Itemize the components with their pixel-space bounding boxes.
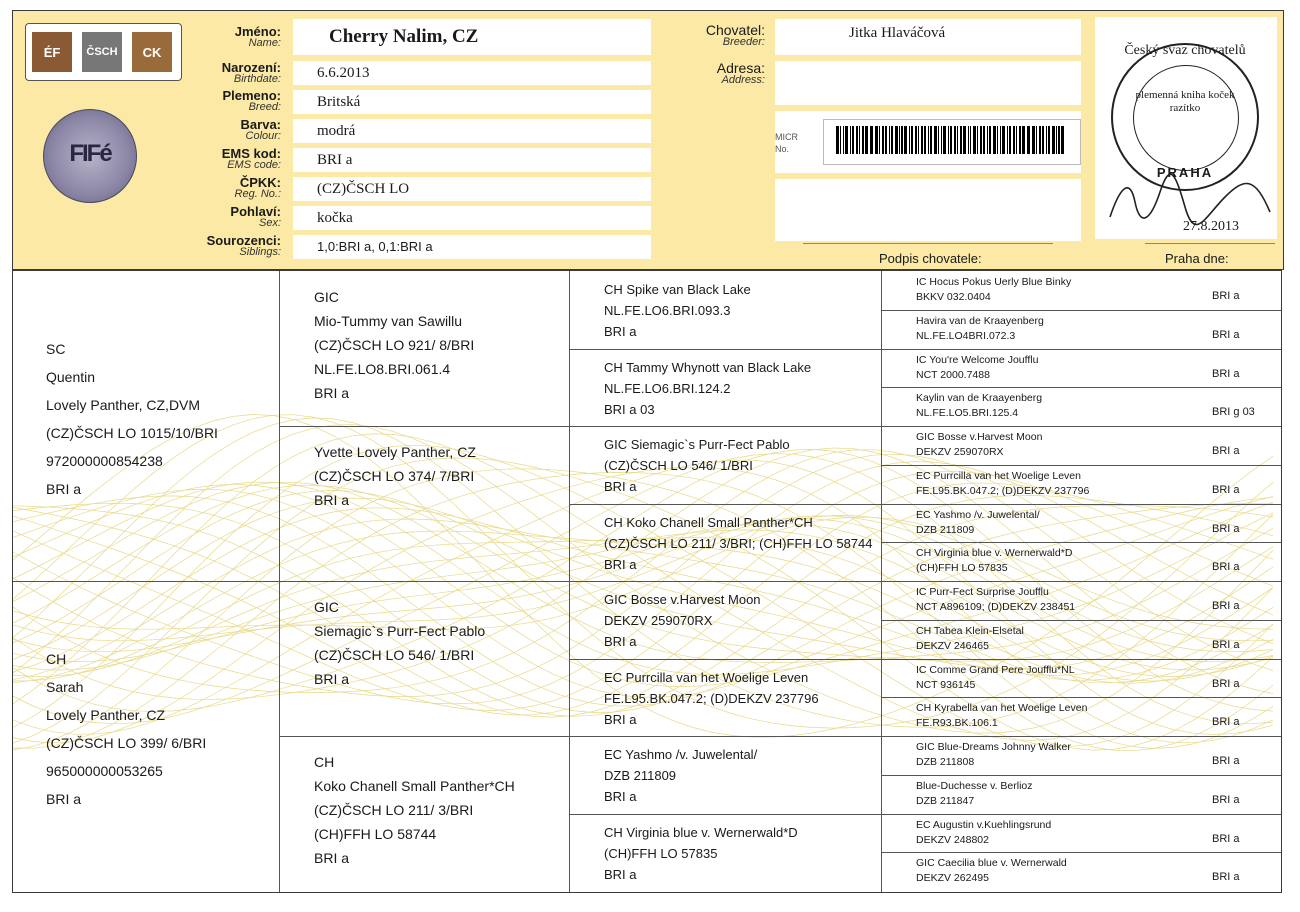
- barcode-bar: [973, 126, 976, 154]
- ancestor-line: CH: [314, 754, 335, 770]
- pedigree-cell-gen4: [916, 701, 1276, 731]
- label-cz: EMS kod:: [221, 146, 281, 161]
- ancestor-ems: BRI g 03: [1212, 406, 1255, 419]
- label-en: Breed:: [248, 101, 281, 113]
- label-regno: [191, 176, 281, 200]
- barcode-bar: [1032, 126, 1035, 154]
- barcode-bar: [891, 126, 893, 154]
- barcode-bar: [1019, 126, 1021, 154]
- ancestor-line: Quentin: [46, 369, 96, 385]
- federation-logos: [25, 23, 182, 81]
- pedigree-cell-gen3: [604, 744, 876, 807]
- ancestor-line: GIC Siemagic`s Purr-Fect Pablo: [604, 437, 790, 452]
- field-siblings: 1,0:BRI a, 0,1:BRI a: [293, 235, 651, 259]
- ancestor-line: BRI a: [314, 492, 350, 508]
- ancestor-ems: BRI a: [1212, 638, 1240, 651]
- ancestor-line: (CZ)ČSCH LO 211/ 3/BRI: [314, 802, 474, 818]
- fife-hologram-seal: [43, 109, 137, 203]
- label-cz: Chovatel:: [705, 22, 765, 38]
- praha-label: Praha dne:: [1165, 251, 1229, 266]
- stamp-city: PRAHA: [1156, 165, 1214, 180]
- row-divider: [881, 310, 1281, 311]
- pedigree-grid: [12, 270, 1282, 893]
- ancestor-ems: BRI a: [1212, 832, 1240, 845]
- pedigree-cell-gen4: [916, 585, 1276, 615]
- row-divider: [881, 620, 1281, 621]
- barcode-bar: [1048, 126, 1050, 154]
- barcode-bar: [870, 126, 871, 154]
- barcode-bar: [895, 126, 898, 154]
- ancestor-ems: BRI a: [1212, 677, 1240, 690]
- row-divider: [279, 736, 569, 737]
- signature-scribble: [1105, 167, 1275, 227]
- ancestor-name: IC You're Welcome Joufflu: [916, 353, 1039, 366]
- ancestor-reg: NL.FE.LO5.BRI.125.4: [916, 407, 1019, 420]
- barcode-bar: [1039, 126, 1041, 154]
- label-cz: Pohlaví:: [230, 204, 281, 219]
- pedigree-cell-gen2: [314, 440, 564, 512]
- row-divider: [881, 542, 1281, 543]
- barcode-bar: [859, 126, 860, 154]
- field-colour: modrá: [293, 119, 651, 143]
- barcode-bar: [1028, 126, 1030, 154]
- ancestor-ems: BRI a: [1212, 483, 1240, 496]
- row-divider: [569, 581, 881, 582]
- ck-logo-tile: CK: [132, 32, 172, 72]
- row-divider: [279, 581, 569, 582]
- praha-line: [1145, 243, 1275, 244]
- barcode-bar: [934, 126, 937, 154]
- barcode-bar: [977, 126, 978, 154]
- pedigree-cell-gen4: [916, 314, 1276, 344]
- barcode-bar: [1036, 126, 1037, 154]
- pedigree-cell-gen1: [46, 335, 272, 503]
- ancestor-line: BRI a: [314, 850, 350, 866]
- barcode-bar: [968, 126, 969, 154]
- row-divider: [569, 736, 881, 737]
- barcode-bar: [862, 126, 864, 154]
- label-en: Sex:: [258, 217, 281, 229]
- ancestor-ems: BRI a: [1212, 522, 1240, 535]
- ancestor-line: BRI a 03: [604, 401, 655, 417]
- row-divider: [881, 465, 1281, 466]
- barcode-bar: [845, 126, 848, 154]
- barcode-bar: [993, 126, 996, 154]
- ancestor-ems: BRI a: [1212, 290, 1240, 302]
- label-cz: Sourozenci:: [206, 233, 281, 248]
- pedigree-cell-gen4: [916, 663, 1276, 693]
- stamp-inner-ring: [1133, 65, 1239, 171]
- ancestor-name: IC Comme Grand Pere Joufflu*NL: [916, 663, 1075, 676]
- ancestor-ems: BRI a: [1212, 561, 1240, 574]
- ancestor-line: FE.L95.BK.047.2; (D)DEKZV 237796: [604, 690, 819, 706]
- label-ems: [191, 147, 281, 171]
- barcode-bar: [1016, 126, 1017, 154]
- stamp-mid-line: plemenná kniha koček: [1135, 89, 1235, 101]
- ancestor-line: (CZ)ČSCH LO 546/ 1/BRI: [604, 458, 753, 473]
- barcode-bars: [836, 126, 1066, 154]
- row-divider: [881, 697, 1281, 698]
- pedigree-cell-gen2: [314, 595, 564, 691]
- barcode-bar: [899, 126, 900, 154]
- ancestor-line: SC: [46, 341, 66, 357]
- barcode-bar: [1000, 126, 1002, 154]
- field-breed: Britská: [293, 90, 651, 114]
- ancestor-line: BRI a: [604, 556, 637, 572]
- barcode-bar: [1027, 126, 1028, 154]
- ancestor-name: IC Hocus Pokus Uerly Blue Binky: [916, 276, 1072, 288]
- ancestor-reg: NCT 936145: [916, 678, 976, 691]
- microchip-box: [775, 111, 1081, 173]
- ancestor-line: Yvette Lovely Panther, CZ: [314, 444, 476, 460]
- label-cz: Barva:: [240, 117, 281, 132]
- ancestor-line: NL.FE.LO6.BRI.093.3: [604, 303, 731, 318]
- barcode-bar: [889, 126, 890, 154]
- ancestor-ems: BRI a: [1212, 367, 1240, 380]
- ancestor-ems: BRI a: [1212, 871, 1240, 884]
- field-regno: (CZ)ČSCH LO: [293, 177, 651, 201]
- pedigree-cell-gen2: [314, 285, 564, 405]
- barcode-bar: [987, 126, 988, 154]
- ancestor-ems: BRI a: [1212, 328, 1240, 341]
- row-divider: [881, 775, 1281, 776]
- label-en: Colour:: [245, 130, 281, 142]
- barcode-bar: [879, 126, 880, 154]
- field-name: Cherry Nalim, CZ: [293, 19, 651, 55]
- row-divider: [881, 426, 1281, 427]
- ancestor-line: Lovely Panther, CZ: [46, 707, 166, 723]
- row-divider: [569, 504, 881, 505]
- row-divider: [881, 852, 1281, 853]
- ancestor-name: IC Purr-Fect Surprise Joufflu: [916, 586, 1049, 598]
- ancestor-line: (CZ)ČSCH LO 546/ 1/BRI: [314, 647, 475, 663]
- ancestor-line: BRI a: [604, 634, 637, 649]
- pedigree-cell-gen4: [916, 469, 1276, 499]
- pedigree-cell-gen4: [916, 353, 1276, 383]
- barcode-bar: [983, 126, 986, 154]
- barcode-bar: [875, 126, 878, 154]
- pedigree-cell-gen4: [916, 740, 1276, 770]
- pedigree-cell-gen1: [46, 645, 272, 813]
- label-cz: Adresa:: [716, 60, 765, 76]
- barcode-bar: [852, 126, 854, 154]
- breeder-signature-box: [775, 179, 1081, 241]
- row-divider: [13, 581, 279, 582]
- barcode-bar: [943, 126, 946, 154]
- barcode-bar: [941, 126, 943, 154]
- microchip-label: [775, 131, 798, 155]
- barcode-bar: [957, 126, 958, 154]
- barcode-bar: [1002, 126, 1005, 154]
- microchip-barcode: [823, 119, 1081, 165]
- barcode-bar: [1007, 126, 1008, 154]
- barcode-bar: [1052, 126, 1055, 154]
- label-breed: [191, 89, 281, 113]
- ancestor-line: (CZ)ČSCH LO 374/ 7/BRI: [314, 468, 475, 484]
- ancestor-ems: BRI a: [1212, 716, 1240, 729]
- barcode-bar: [1013, 126, 1016, 154]
- ancestor-name: CH Kyrabella van het Woelige Leven: [916, 702, 1088, 715]
- ancestor-line: GIC: [314, 289, 339, 305]
- barcode-bar: [1046, 126, 1047, 154]
- barcode-bar: [918, 126, 919, 154]
- pedigree-cell-gen3: [604, 279, 876, 342]
- ancestor-line: BRI a: [314, 385, 350, 401]
- row-divider: [881, 736, 1281, 737]
- barcode-bar: [928, 126, 929, 154]
- label-colour: [191, 118, 281, 142]
- pedigree-cell-gen4: [916, 391, 1276, 421]
- ancestor-line: 972000000854238: [46, 453, 163, 469]
- label-en: Breeder:: [722, 36, 765, 48]
- ancestor-line: CH: [46, 651, 67, 667]
- row-divider: [881, 387, 1281, 388]
- label-en: Address:: [721, 74, 765, 86]
- ancestor-line: (CH)FFH LO 57835: [604, 845, 718, 861]
- row-divider: [569, 814, 881, 815]
- pedigree-cell-gen3: [604, 667, 876, 730]
- barcode-bar: [882, 126, 884, 154]
- ancestor-name: CH Virginia blue v. Wernerwald*D: [916, 547, 1073, 560]
- row-divider: [569, 349, 881, 350]
- ancestor-line: NL.FE.LO8.BRI.061.4: [314, 361, 451, 377]
- barcode-bar: [909, 126, 910, 154]
- ancestor-line: CH Spike van Black Lake: [604, 282, 751, 297]
- barcode-bar: [901, 126, 903, 154]
- field-breeder: Jitka Hlaváčová: [775, 19, 1081, 55]
- ancestor-reg: FE.L95.BK.047.2; (D)DEKZV 237796: [916, 484, 1090, 497]
- barcode-bar: [950, 126, 952, 154]
- barcode-bar: [930, 126, 932, 154]
- ancestor-line: BRI a: [314, 671, 350, 687]
- label-name: [191, 25, 281, 49]
- field-ems: BRI a: [293, 148, 651, 172]
- field-address: [775, 61, 1081, 105]
- label-en: Siblings:: [239, 246, 281, 258]
- barcode-bar: [1042, 126, 1045, 154]
- barcode-bar: [1061, 126, 1064, 154]
- barcode-bar: [938, 126, 939, 154]
- barcode-bar: [963, 126, 966, 154]
- barcode-bar: [850, 126, 851, 154]
- field-sex: kočka: [293, 206, 651, 230]
- barcode-bar: [948, 126, 949, 154]
- ancestor-line: BRI a: [604, 866, 637, 882]
- label-cz: Jméno:: [234, 24, 281, 39]
- row-divider: [881, 659, 1281, 660]
- ancestor-name: Blue-Duchesse v. Berlioz: [916, 779, 1033, 792]
- ancestor-line: BRI a: [46, 481, 82, 497]
- ancestor-reg: BKKV 032.0404: [916, 291, 991, 303]
- ancestor-line: CH Virginia blue v. Wernerwald*D: [604, 824, 798, 840]
- ancestor-reg: (CH)FFH LO 57835: [916, 562, 1008, 575]
- ancestor-reg: NCT A896109; (D)DEKZV 238451: [916, 601, 1076, 613]
- barcode-bar: [997, 126, 998, 154]
- ancestor-name: GIC Bosse v.Harvest Moon: [916, 431, 1043, 443]
- ancestor-reg: DEKZV 248802: [916, 833, 989, 846]
- ancestor-reg: DEKZV 259070RX: [916, 446, 1004, 458]
- label-en: EMS code:: [227, 159, 281, 171]
- fife-logo-tile: ÉF: [32, 32, 72, 72]
- row-divider: [881, 349, 1281, 350]
- label-address: [673, 61, 765, 86]
- ancestor-line: Siemagic`s Purr-Fect Pablo: [314, 623, 486, 639]
- ancestor-reg: DZB 211847: [916, 794, 975, 807]
- ancestor-line: DEKZV 259070RX: [604, 613, 713, 628]
- ancestor-line: CH Tammy Whynott van Black Lake: [604, 359, 812, 375]
- ancestor-line: Lovely Panther, CZ,DVM: [46, 397, 201, 413]
- barcode-bar: [915, 126, 918, 154]
- ancestor-line: (CZ)ČSCH LO 211/ 3/BRI; (CH)FFH LO 58744: [604, 535, 873, 551]
- ancestor-line: EC Yashmo /v. Juwelental/: [604, 747, 758, 762]
- label-sex: [191, 205, 281, 229]
- pedigree-cell-gen4: [916, 546, 1276, 576]
- ancestor-line: GIC Bosse v.Harvest Moon: [604, 592, 761, 607]
- barcode-bar: [980, 126, 982, 154]
- barcode-bar: [954, 126, 957, 154]
- ancestor-line: BRI a: [604, 711, 637, 727]
- certificate-header: [12, 10, 1284, 270]
- barcode-bar: [960, 126, 962, 154]
- ancestor-line: (CZ)ČSCH LO 399/ 6/BRI: [46, 735, 207, 751]
- barcode-bar: [836, 126, 839, 154]
- label-birthdate: [191, 61, 281, 85]
- label-cz: Narození:: [221, 60, 281, 75]
- barcode-bar: [885, 126, 888, 154]
- stamp-date: 27.8.2013: [1183, 219, 1239, 234]
- barcode-bar: [1022, 126, 1025, 154]
- ancestor-line: BRI a: [604, 789, 637, 804]
- ancestor-line: GIC: [314, 599, 339, 615]
- label-en: Name:: [248, 37, 281, 49]
- row-divider: [569, 426, 881, 427]
- ancestor-name: Havira van de Kraayenberg: [916, 314, 1044, 327]
- ancestor-ems: BRI a: [1212, 755, 1240, 767]
- ancestor-name: Kaylin van de Kraayenberg: [916, 392, 1043, 405]
- pedigree-cell-gen4: [916, 624, 1276, 654]
- signature-line: [803, 243, 1053, 244]
- pedigree-cell-gen4: [916, 275, 1276, 305]
- barcode-bar: [1009, 126, 1011, 154]
- pedigree-cell-gen4: [916, 508, 1276, 538]
- ancestor-line: Koko Chanell Small Panther*CH: [314, 778, 515, 794]
- ancestor-line: BRI a: [46, 791, 82, 807]
- row-divider: [569, 659, 881, 660]
- stamp-box: [1095, 17, 1277, 239]
- ancestor-reg: NCT 2000.7488: [916, 368, 990, 381]
- stamp-mid-text: [1113, 89, 1257, 115]
- ancestor-line: DZB 211809: [604, 768, 677, 783]
- barcode-bar: [871, 126, 873, 154]
- barcode-bar: [904, 126, 907, 154]
- ancestor-line: Mio-Tummy van Sawillu: [314, 313, 463, 329]
- ancestor-reg: NL.FE.LO4BRI.072.3: [916, 329, 1016, 342]
- barcode-bar: [840, 126, 841, 154]
- ancestor-reg: DZB 211808: [916, 756, 975, 768]
- ancestor-line: (CZ)ČSCH LO 921/ 8/BRI: [314, 337, 475, 353]
- pedigree-cell-gen4: [916, 779, 1276, 809]
- barcode-bar: [1056, 126, 1057, 154]
- ancestor-reg: DZB 211809: [916, 523, 975, 536]
- ancestor-line: CH Koko Chanell Small Panther*CH: [604, 514, 813, 530]
- pedigree-cell-gen4: [916, 430, 1276, 460]
- ancestor-name: GIC Blue-Dreams Johnny Walker: [916, 741, 1071, 753]
- barcode-bar: [924, 126, 927, 154]
- ancestor-ems: BRI a: [1212, 600, 1240, 612]
- ancestor-line: BRI a: [604, 479, 637, 494]
- label-en: Reg. No.:: [234, 188, 281, 200]
- barcode-bar: [970, 126, 972, 154]
- micro-label-line: No.: [775, 144, 790, 154]
- ancestor-name: EC Yashmo /v. Juwelental/: [916, 508, 1040, 521]
- barcode-bar: [843, 126, 845, 154]
- label-cz: ČPKK:: [239, 175, 281, 190]
- seal-text: FIFé: [69, 140, 111, 167]
- ancestor-reg: DEKZV 262495: [916, 872, 989, 885]
- ancestor-line: BRI a: [604, 324, 637, 339]
- micro-label-line: MICR: [775, 132, 798, 142]
- ancestor-line: (CH)FFH LO 58744: [314, 826, 437, 842]
- label-breeder: [673, 23, 765, 48]
- signature-label: Podpis chovatele:: [879, 251, 982, 266]
- field-birthdate: 6.6.2013: [293, 61, 651, 85]
- label-en: Birthdate:: [233, 73, 281, 85]
- pedigree-cell-gen4: [916, 818, 1276, 848]
- ancestor-line: (CZ)ČSCH LO 1015/10/BRI: [46, 425, 218, 441]
- pedigree-cell-gen3: [604, 357, 876, 420]
- barcode-bar: [1058, 126, 1060, 154]
- ancestor-name: GIC Caecilia blue v. Wernerwald: [916, 857, 1067, 870]
- row-divider: [881, 581, 1281, 582]
- ancestor-reg: FE.R93.BK.106.1: [916, 717, 998, 730]
- barcode-bar: [921, 126, 923, 154]
- pedigree-cell-gen3: [604, 512, 876, 575]
- barcode-bar: [911, 126, 913, 154]
- ancestor-line: NL.FE.LO6.BRI.124.2: [604, 380, 731, 396]
- row-divider: [279, 426, 569, 427]
- pedigree-cell-gen2: [314, 750, 564, 870]
- label-cz: Plemeno:: [222, 88, 281, 103]
- ancestor-line: 965000000053265: [46, 763, 163, 779]
- barcode-bar: [989, 126, 991, 154]
- csch-logo-tile: ČSCH: [82, 32, 122, 72]
- ancestor-ems: BRI a: [1212, 445, 1240, 457]
- row-divider: [881, 504, 1281, 505]
- row-divider: [881, 814, 1281, 815]
- ancestor-reg: DEKZV 246465: [916, 639, 989, 652]
- pedigree-cell-gen4: [916, 856, 1276, 886]
- stamp-mid-line: razítko: [1169, 102, 1201, 114]
- barcode-bar: [856, 126, 859, 154]
- ancestor-line: Sarah: [46, 679, 84, 695]
- barcode-bar: [865, 126, 868, 154]
- ancestor-name: CH Tabea Klein-Elsetal: [916, 624, 1024, 637]
- stamp-ring-text: Český svaz chovatelů: [1124, 43, 1246, 58]
- ancestor-name: EC Purrcilla van het Woelige Leven: [916, 469, 1081, 482]
- ancestor-name: EC Augustin v.Kuehlingsrund: [916, 818, 1052, 831]
- pedigree-cell-gen3: [604, 434, 876, 497]
- ancestor-line: EC Purrcilla van het Woelige Leven: [604, 669, 809, 685]
- pedigree-cell-gen3: [604, 822, 876, 885]
- ancestor-ems: BRI a: [1212, 793, 1240, 806]
- label-siblings: [191, 234, 281, 258]
- pedigree-cell-gen3: [604, 589, 876, 652]
